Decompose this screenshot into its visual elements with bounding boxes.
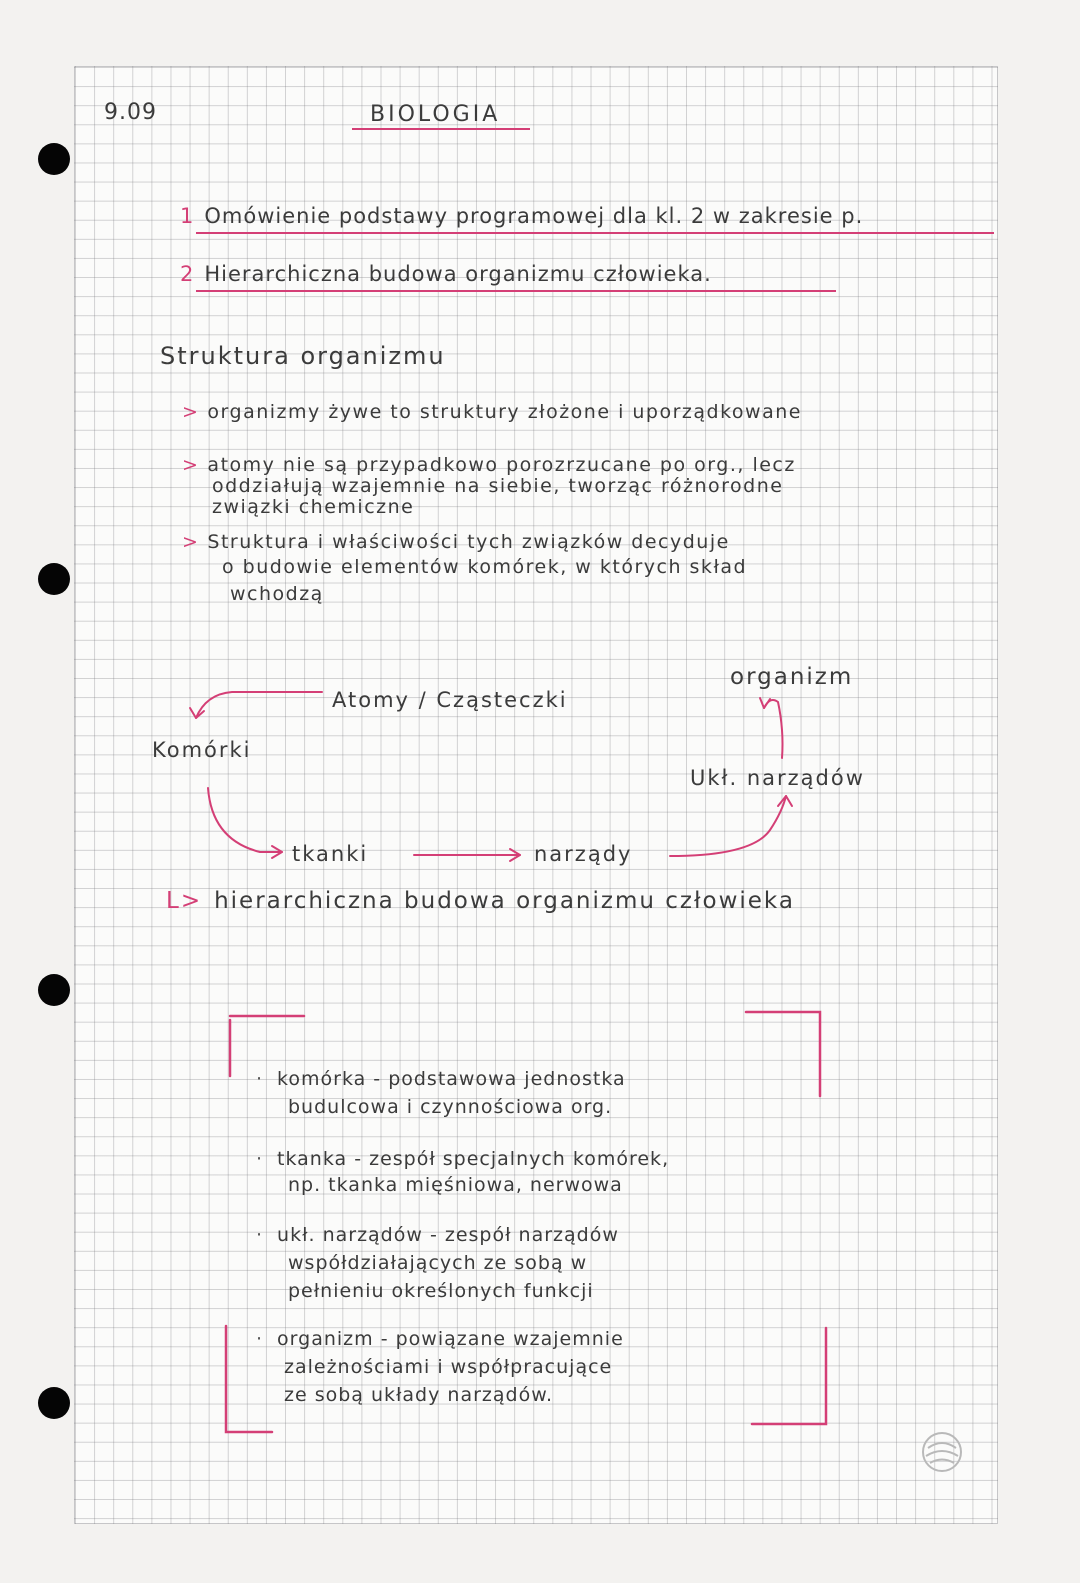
definition-line: ukł. narządów - zespół narządów (277, 1224, 619, 1246)
definition-item (256, 1226, 619, 1245)
arrow-organs-to-systems (670, 796, 786, 856)
definition-line: ze sobą układy narządów. (284, 1384, 554, 1406)
agenda-text: Omówienie podstawy programowej dla kl. 2 w zakresie p. (204, 204, 864, 228)
page-title: BIOLOGIA (370, 102, 501, 127)
arrow-systems-to-organism (764, 700, 783, 758)
bracket-top-right (746, 1012, 820, 1096)
definition-item (256, 1330, 624, 1349)
caption-text: hierarchiczna budowa organizmu człowieka (214, 888, 795, 914)
bullet-line: związki chemiczne (212, 496, 415, 518)
note-date: 9.09 (104, 100, 157, 125)
definition-item (256, 1150, 669, 1169)
bullet-line: organizmy żywe to struktury złożone i uporządkowane (207, 401, 802, 423)
definition-item (256, 1070, 626, 1089)
bullet-dot: · (256, 1328, 264, 1350)
bullet-dot: · (256, 1068, 264, 1090)
arrow-head (760, 698, 770, 708)
bullet-mark: > (182, 454, 200, 476)
diagram-node-tissues: tkanki (292, 842, 369, 866)
bullet-mark: > (182, 531, 200, 553)
bullet-dot: · (256, 1148, 264, 1170)
agenda-number: 1 (180, 204, 195, 228)
bullet-line: o budowie elementów komórek, w których skład (222, 556, 748, 578)
definition-line: komórka - podstawowa jednostka (277, 1068, 626, 1090)
bracket-top-left (230, 1016, 304, 1076)
definition-line: np. tkanka mięśniowa, nerwowa (288, 1174, 623, 1196)
agenda-number: 2 (180, 262, 195, 286)
diagram-node-organs: narządy (534, 842, 633, 866)
definition-line: pełnieniu określonych funkcji (288, 1280, 594, 1302)
watermark-logo-icon (920, 1430, 964, 1474)
section-heading: Struktura organizmu (160, 342, 446, 370)
bullet-line: oddziałują wzajemnie na siebie, tworząc różnorodne (212, 475, 784, 497)
bullet-line: wchodzą (230, 583, 324, 605)
arrow-cells-to-tissues (208, 788, 282, 852)
definition-line: organizm - powiązane wzajemnie (277, 1328, 624, 1350)
bullet-line: Struktura i właściwości tych związków decyduje (207, 531, 730, 553)
definition-line: zależnościami i współpracujące (284, 1356, 613, 1378)
bullet-line: atomy nie są przypadkowo porozrzucane po org., lecz (207, 454, 796, 476)
bullet-dot: · (256, 1224, 264, 1246)
arrow-head (190, 708, 204, 718)
diagram-node-systems: Ukł. narządów (690, 766, 865, 790)
diagram-node-cells: Komórki (152, 738, 252, 762)
diagram-node-organism: organizm (730, 664, 854, 690)
definition-line: budulcowa i czynnościowa org. (288, 1096, 613, 1118)
bullet-mark: > (182, 401, 200, 423)
bracket-bottom-right (752, 1328, 826, 1424)
arrow-atoms-to-cells (196, 692, 322, 718)
definition-line: tkanka - zespół specjalnych komórek, (277, 1148, 670, 1170)
caption-arrow-mark: L> (166, 888, 203, 914)
diagram-node-atoms: Atomy / Cząsteczki (332, 688, 568, 712)
definition-line: współdziałających ze sobą w (288, 1252, 588, 1274)
agenda-text: Hierarchiczna budowa organizmu człowieka. (204, 262, 712, 286)
